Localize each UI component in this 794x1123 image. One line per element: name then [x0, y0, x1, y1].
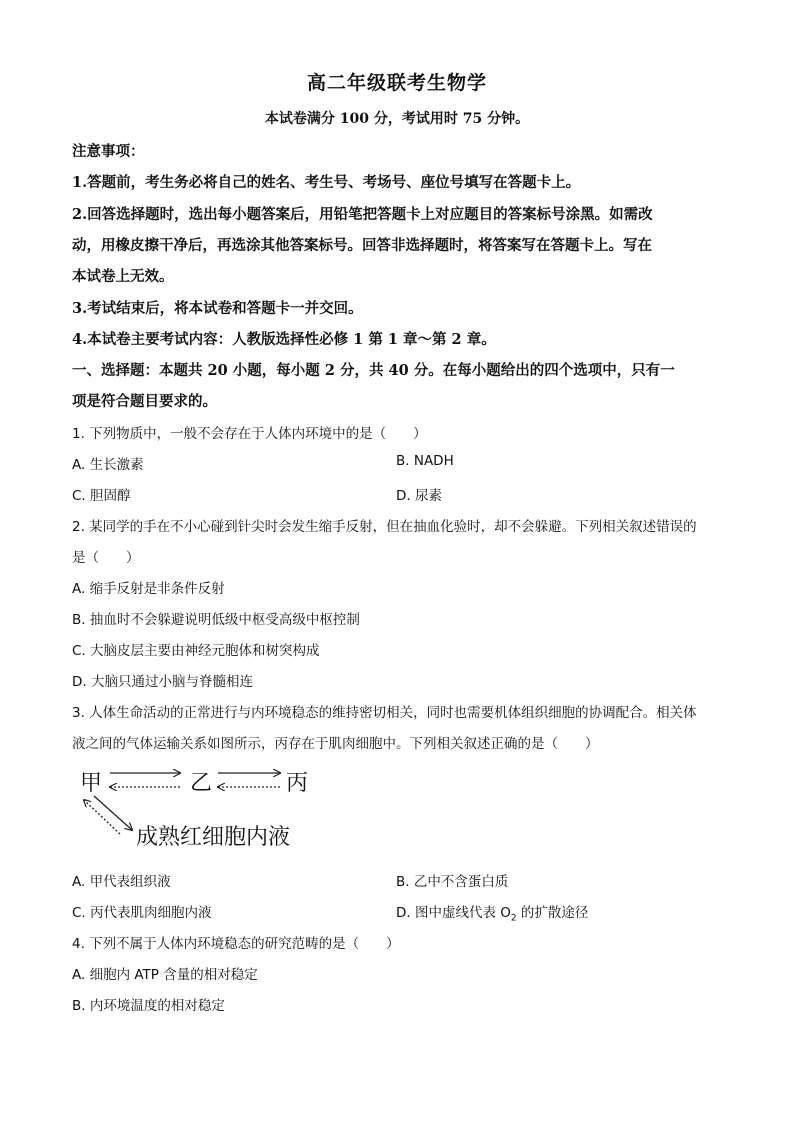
- q3-option-d-pre: D. 图中虚线代表 O: [396, 905, 511, 921]
- section-1-line-2: 项是符合题目要求的。: [72, 393, 217, 410]
- note-2-line-1: 2.回答选择题时，选出每小题答案后，用铅笔把答题卡上对应题目的答案标号涂黑。如需改: [72, 206, 653, 223]
- q1-option-b: B. NADH: [396, 453, 454, 469]
- gas-transport-diagram: [76, 760, 336, 856]
- arrow-rbc-to-jia: [84, 800, 120, 834]
- q3-option-a: A. 甲代表组织液: [72, 874, 171, 890]
- q3-option-d-subscript: 2: [510, 913, 517, 924]
- node-rbc-fluid: 成熟红细胞内液: [136, 825, 291, 850]
- q2-stem-line-2: 是（ ）: [72, 550, 140, 566]
- q3-stem-line-1: 3. 人体生命活动的正常进行与内环境稳态的维持密切相关，同时也需要机体组织细胞的协调配合。相关体: [72, 705, 697, 721]
- node-yi: 乙: [190, 771, 213, 796]
- q4-stem: 4. 下列不属于人体内环境稳态的研究范畴的是（ ）: [72, 936, 400, 952]
- q3-option-d-post: 的扩散途径: [516, 905, 589, 921]
- note-2-line-2: 动，用橡皮擦干净后，再选涂其他答案标号。回答非选择题时，将答案写在答题卡上。写在: [72, 237, 652, 254]
- note-3: 3.考试结束后，将本试卷和答题卡一并交回。: [72, 300, 363, 317]
- note-2-line-3: 本试卷上无效。: [72, 268, 174, 285]
- arrow-jia-to-rbc: [94, 796, 132, 830]
- q1-option-d: D. 尿素: [396, 488, 442, 504]
- q3-option-d: [396, 901, 588, 924]
- notes-heading: 注意事项：: [72, 143, 145, 160]
- node-bing: 丙: [286, 771, 309, 796]
- q3-option-b: B. 乙中不含蛋白质: [396, 874, 509, 890]
- exam-subtitle: 本试卷满分 100 分，考试用时 75 分钟。: [264, 111, 530, 127]
- q2-option-c: C. 大脑皮层主要由神经元胞体和树突构成: [72, 643, 320, 659]
- q4-option-b: B. 内环境温度的相对稳定: [72, 998, 225, 1014]
- q2-option-a: A. 缩手反射是非条件反射: [72, 581, 225, 597]
- q2-option-b: B. 抽血时不会躲避说明低级中枢受高级中枢控制: [72, 612, 360, 628]
- q3-stem-line-2: 液之间的气体运输关系如图所示，丙存在于肌肉细胞中。下列相关叙述正确的是（ ）: [72, 736, 599, 752]
- note-4: 4.本试卷主要考试内容：人教版选择性必修 1 第 1 章～第 2 章。: [72, 331, 496, 348]
- q2-option-d: D. 大脑只通过小脑与脊髓相连: [72, 674, 253, 690]
- q2-stem-line-1: 2. 某同学的手在不小心碰到针尖时会发生缩手反射，但在抽血化验时，却不会躲避。下列相关叙述错误的: [72, 519, 697, 535]
- exam-title: 高二年级联考生物学: [306, 72, 487, 94]
- q1-stem: 1. 下列物质中，一般不会存在于人体内环境中的是（ ）: [72, 426, 427, 442]
- q1-option-c: C. 胆固醇: [72, 488, 131, 504]
- node-jia: 甲: [80, 771, 103, 796]
- q1-option-a: A. 生长激素: [72, 457, 144, 473]
- note-1: 1.答题前，考生务必将自己的姓名、考生号、考场号、座位号填写在答题卡上。: [72, 174, 581, 191]
- section-1-line-1: 一、选择题：本题共 20 小题，每小题 2 分，共 40 分。在每小题给出的四个选项中，只有一: [72, 362, 675, 379]
- q4-option-a: A. 细胞内 ATP 含量的相对稳定: [72, 967, 258, 983]
- q3-option-c: C. 丙代表肌肉细胞内液: [72, 905, 212, 921]
